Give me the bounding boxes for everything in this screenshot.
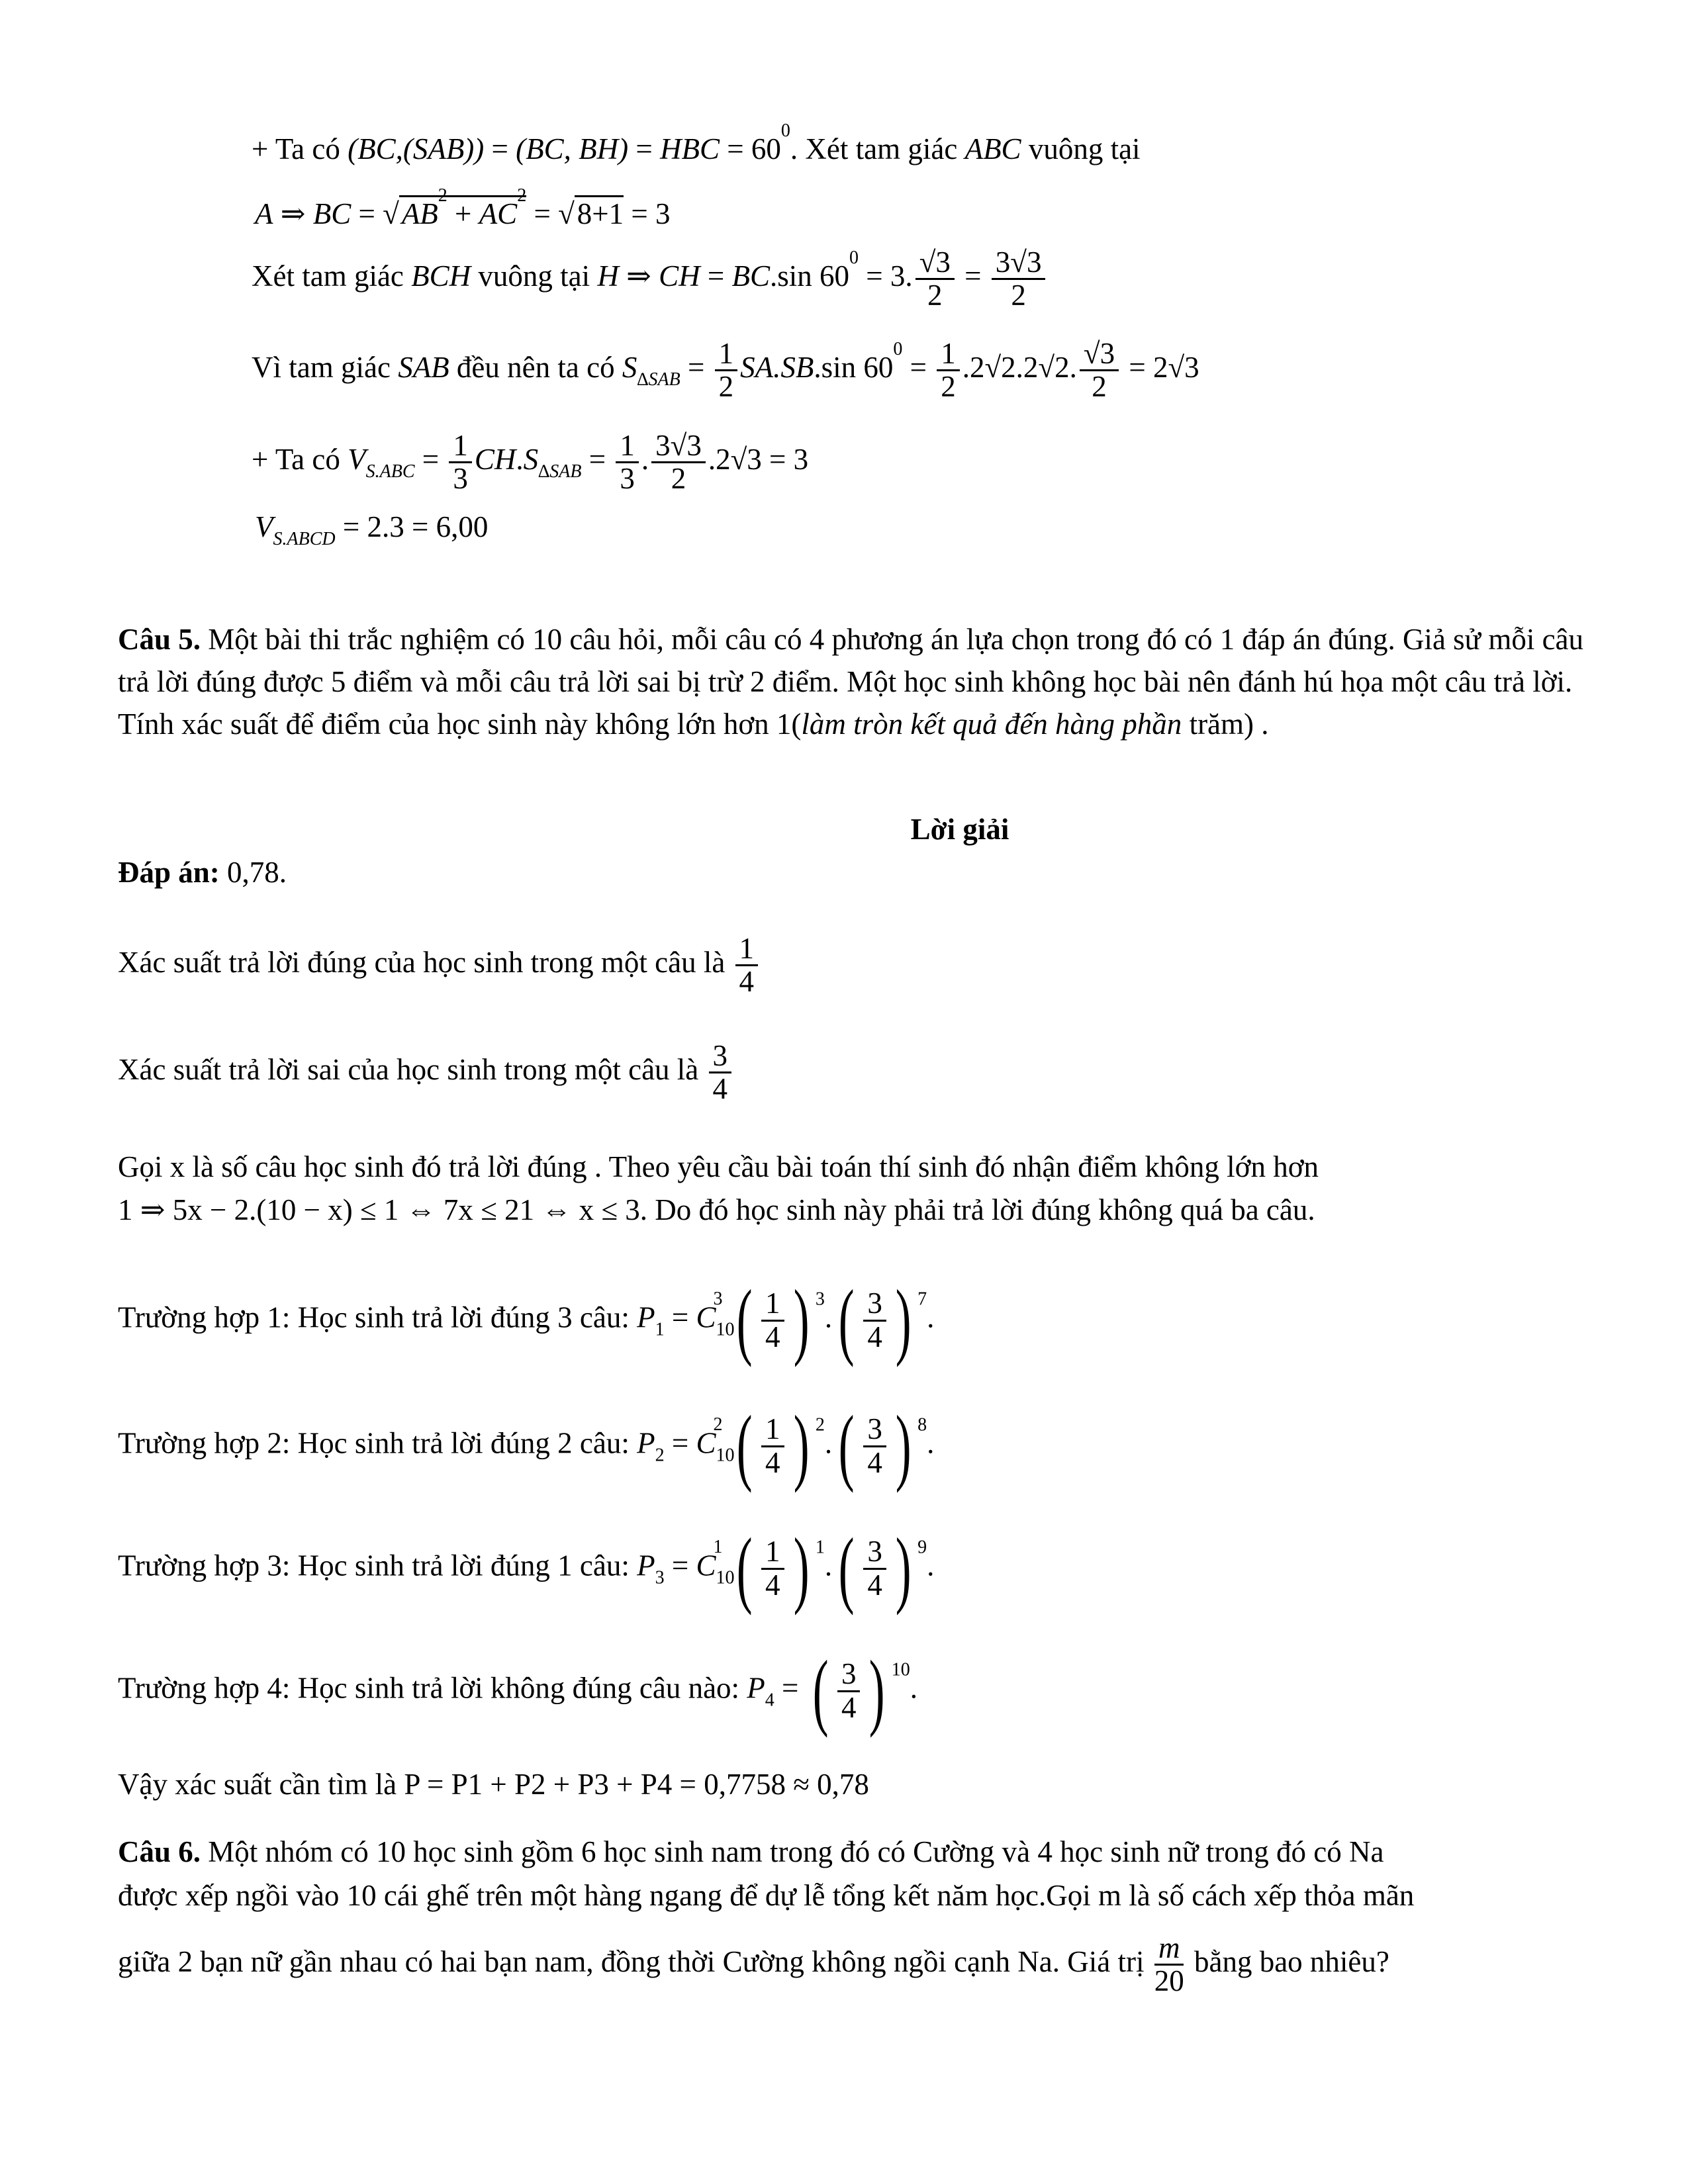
prob-correct-text: Xác suất trả lời đúng của học sinh trong một câu là <box>118 946 726 979</box>
question-6-line3 <box>118 1933 1389 1997</box>
question-6-label: Câu 6. <box>118 1835 201 1868</box>
question-5-text: Một bài thi trắc nghiệm có 10 câu hỏi, mỗi câu có 4 phương án lựa chọn trong đó có 1 đáp án đúng. Giả sử mỗi câu trả lời đúng được 5 điểm và mỗi câu trả lời sai bị trừ 2 điểm. Một học sinh không học bài nên đánh hú họa một câu trả lời. Tính xác suất để điểm của học sinh này không lớn hơn 1( <box>118 623 1584 741</box>
question-5-italic: làm tròn kết quả đến hàng phần <box>801 707 1182 741</box>
case-4: Trường hợp 4: Học sinh trả lời không đúng câu nào: $P_4$ = ( $\frac{3}{4}$ ) $^{10}$. <box>118 1643 918 1739</box>
answer-label: Đáp án: <box>118 856 220 889</box>
answer-value: 0,78. <box>227 856 287 889</box>
case-4-text: Trường hợp 4: Học sinh trả lời không đúng câu nào: <box>118 1671 740 1705</box>
case-3: Trường hợp 3: Học sinh trả lời đúng 1 câu: $P_3 = C_{10}^1$ ( $\frac{1}{4}$ ) $^1$.( $\frac{3}{4}$ ) $^9$. <box>118 1521 935 1616</box>
question-6-text3: giữa 2 bạn nữ gần nhau có hai bạn nam, đồng thời Cường không ngồi cạnh Na. Giá trị <box>118 1945 1145 1979</box>
line-angle: + Ta có (BC,(SAB)) = (BC, BH) = HBC = $60^0$. Xét tam giác ABC vuông tại <box>252 120 1141 165</box>
question-5-tail: trăm) . <box>1182 707 1269 741</box>
line-volume-abcd: $V_{S.ABCD} = 2.3 = 6,00$ <box>255 510 489 549</box>
case-2: Trường hợp 2: Học sinh trả lời đúng 2 câu: $P_2 = C_{10}^2$ ( $\frac{1}{4}$ ) $^2$.( $\frac{3}{4}$ ) $^8$. <box>118 1398 935 1494</box>
prob-wrong: Xác suất trả lời sai của học sinh trong một câu là $\frac{3}{4}$ <box>118 1040 734 1105</box>
answer-line <box>118 854 287 891</box>
fraction-denominator: 20 <box>1154 1964 1184 1998</box>
case-1: Trường hợp 1: Học sinh trả lời đúng 3 câu: $P_1 = C_{10}^3$ ( $\frac{1}{4}$ ) $^3$.( $\frac{3}{4}$ ) $^7$. <box>118 1273 935 1368</box>
question-6-text4: bằng bao nhiêu? <box>1194 1945 1389 1979</box>
question-6-line2: được xếp ngồi vào 10 cái ghế trên một hàng ngang để dự lễ tổng kết năm học.Gọi m là số cách xếp thỏa mãn <box>118 1879 1415 1912</box>
prob-correct: Xác suất trả lời đúng của học sinh trong một câu là $\frac{1}{4}$ <box>118 933 761 998</box>
conclusion: Vậy xác suất cần tìm là P = P1 + P2 + P3 + P4 = 0,7758 ≈ 0,78 <box>118 1768 869 1801</box>
line-bc: A ⇒ BC = $√AB^2 + AC^2 = √8+1 = 3$ <box>255 185 671 230</box>
fraction-numerator: m <box>1154 1933 1184 1966</box>
case-1-text: Trường hợp 1: Học sinh trả lời đúng 3 câu: <box>118 1300 630 1334</box>
loi-giai-heading: Lời giải <box>910 813 1009 846</box>
prob-wrong-text: Xác suất trả lời sai của học sinh trong một câu là <box>118 1053 699 1087</box>
line-ch: Xét tam giác BCH vuông tại H ⇒ CH = BC.sin $60^0 = 3$. $\frac{√3}{2}$ = $\frac{3√3}{2}$ <box>252 246 1048 311</box>
case-2-text: Trường hợp 2: Học sinh trả lời đúng 2 câu: <box>118 1426 630 1460</box>
case-3-text: Trường hợp 3: Học sinh trả lời đúng 1 câu: <box>118 1549 630 1582</box>
question-5-label: Câu 5. <box>118 623 201 656</box>
goi-x-line1: Gọi x là số câu học sinh đó trả lời đúng . Theo yêu cầu bài toán thí sinh đó nhận điểm không lớn hơn <box>118 1150 1319 1183</box>
question-6-line1 <box>118 1833 1383 1870</box>
line-area: Vì tam giác SAB đều nên ta có $S_{\Delta SAB}$ = $\frac{1}{2}$ SA.SB.sin $60^0$ = $\frac{1}{2}$ .2√2.2√2. $\frac{√3}{2}$ = 2√3 <box>252 336 1199 404</box>
question-6-text1: Một nhóm có 10 học sinh gồm 6 học sinh nam trong đó có Cường và 4 học sinh nữ trong đó có Na <box>208 1835 1384 1868</box>
line-volume: + Ta có $V_{S.ABC}$ = $\frac{1}{3}$ $CH.S_{\Delta SAB}$ = $\frac{1}{3}$ . $\frac{3√3}{2}$ .2√3 = 3 <box>252 429 809 496</box>
goi-x-line2: 1 ⇒ 5x − 2.(10 − x) ≤ 1 ⇔ 7x ≤ 21 ⇔ x ≤ 3. Do đó học sinh này phải trả lời đúng không quá ba câu. <box>118 1193 1315 1226</box>
question-5 <box>118 618 1601 745</box>
